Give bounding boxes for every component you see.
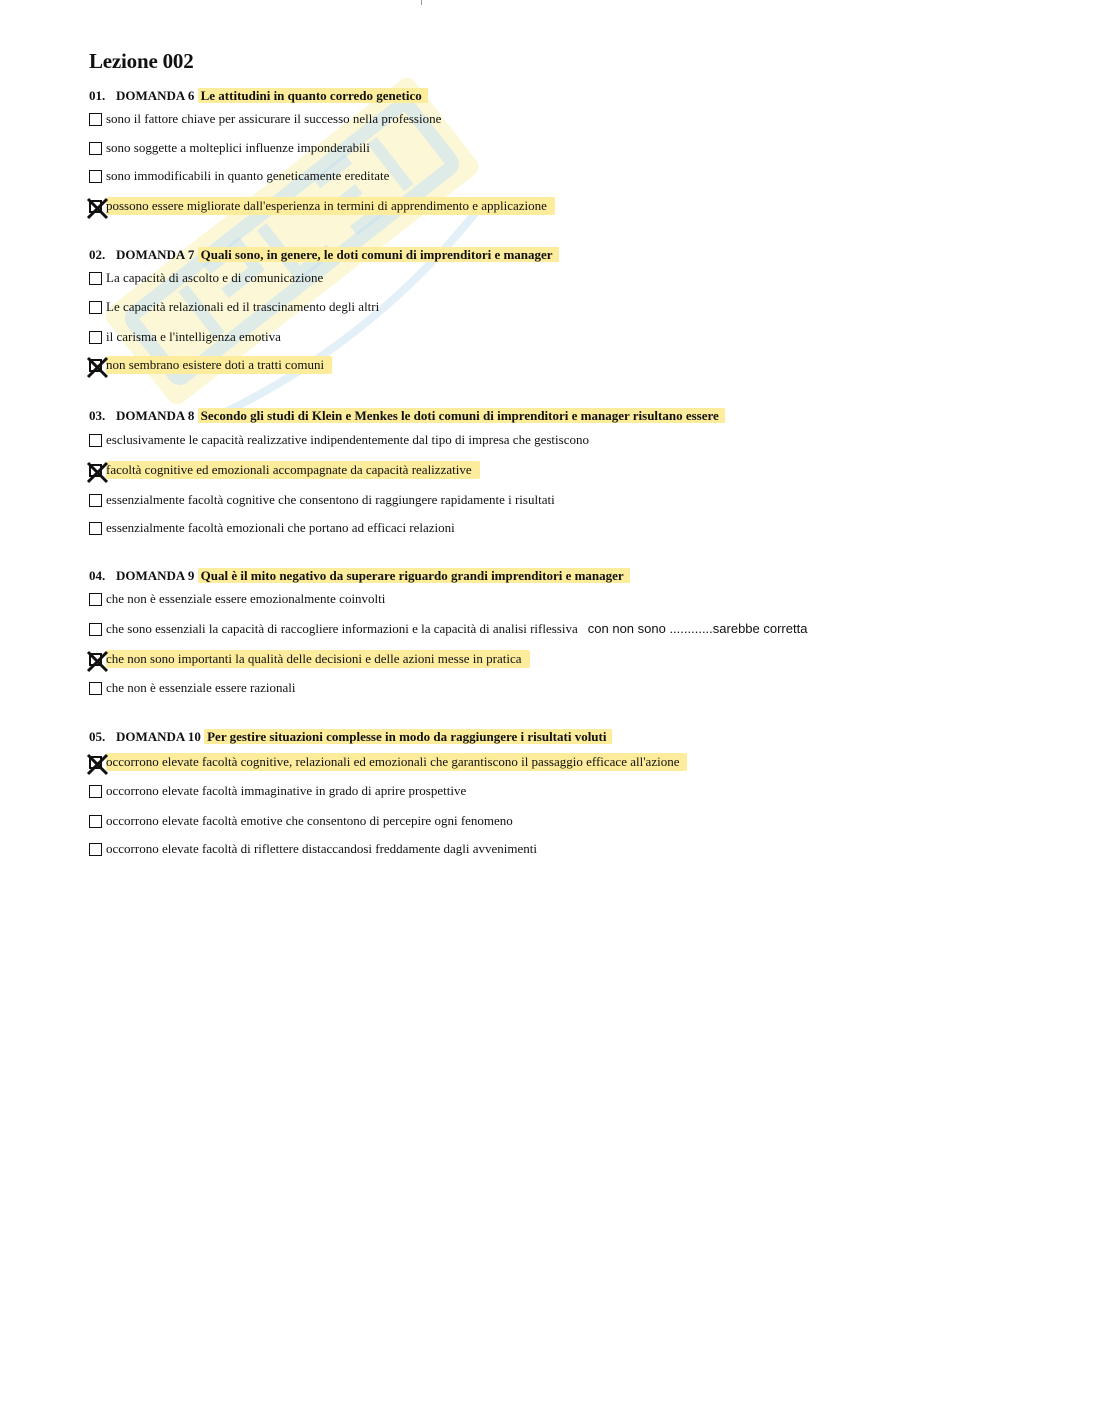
answer-option[interactable] (89, 137, 370, 159)
answer-text: La capacità di ascolto e di comunicazione (106, 270, 324, 285)
checkbox[interactable] (89, 434, 102, 447)
answer-option[interactable] (89, 195, 555, 217)
question-label: DOMANDA 8 (116, 408, 198, 423)
answer-option[interactable] (89, 296, 379, 318)
question-3 (89, 407, 725, 424)
question-label: DOMANDA 7 (116, 247, 198, 262)
answer-text: sono il fattore chiave per assicurare il successo nella professione (106, 111, 442, 126)
checkbox[interactable] (89, 522, 102, 535)
checkbox[interactable] (89, 785, 102, 798)
answer-text: il carisma e l'intelligenza emotiva (106, 329, 281, 344)
answer-text: sono soggette a molteplici influenze imponderabili (106, 140, 370, 155)
answer-option[interactable] (89, 429, 589, 451)
answer-text: sono immodificabili in quanto geneticamente ereditate (106, 168, 390, 183)
answer-option[interactable] (89, 751, 687, 773)
answer-text: che non sono importanti la qualità delle decisioni e delle azioni messe in pratica (106, 650, 530, 668)
question-number: 01. (89, 88, 106, 103)
answer-option[interactable] (89, 489, 555, 511)
checkbox[interactable] (89, 301, 102, 314)
answer-text: che non è essenziale essere razionali (106, 680, 296, 695)
question-label: DOMANDA 9 (116, 568, 198, 583)
answer-option[interactable] (89, 108, 441, 130)
answer-text: non sembrano esistere doti a tratti comuni (106, 356, 332, 374)
question-text: Qual è il mito negativo da superare riguardo grandi imprenditori e manager (198, 568, 630, 583)
checkbox[interactable] (89, 113, 102, 126)
answer-text: occorrono elevate facoltà cognitive, relazionali ed emozionali che garantiscono il passaggio efficace all'azione (106, 753, 687, 771)
answer-text: essenzialmente facoltà emozionali che portano ad efficaci relazioni (106, 520, 455, 535)
checkbox[interactable] (89, 494, 102, 507)
question-number: 05. (89, 729, 106, 744)
answer-text: che non è essenziale essere emozionalmente coinvolti (106, 591, 386, 606)
answer-option[interactable] (89, 165, 389, 187)
checked-checkbox[interactable] (89, 464, 102, 477)
checkbox[interactable] (89, 815, 102, 828)
question-1 (89, 87, 428, 104)
checkbox[interactable] (89, 623, 102, 636)
checkbox[interactable] (89, 331, 102, 344)
question-text: Secondo gli studi di Klein e Menkes le doti comuni di imprenditori e manager risultano essere (198, 408, 725, 423)
answer-option[interactable] (89, 517, 455, 539)
question-5 (89, 728, 612, 745)
answer-text: che sono essenziali la capacità di raccogliere informazioni e la capacità di analisi riflessiva (106, 621, 578, 636)
question-text: Quali sono, in genere, le doti comuni di imprenditori e manager (198, 247, 559, 262)
handwritten-note: con non sono ............sarebbe corretta (587, 620, 808, 636)
question-4 (89, 567, 630, 584)
answer-text: occorrono elevate facoltà di riflettere distaccandosi freddamente dagli avvenimenti (106, 841, 537, 856)
checkbox[interactable] (89, 843, 102, 856)
question-number: 03. (89, 408, 106, 423)
checkbox[interactable] (89, 682, 102, 695)
answer-text: essenzialmente facoltà cognitive che consentono di raggiungere rapidamente i risultati (106, 492, 555, 507)
answer-option[interactable] (89, 780, 466, 802)
answer-option[interactable] (89, 810, 513, 832)
question-number: 04. (89, 568, 106, 583)
checkbox[interactable] (89, 142, 102, 155)
answer-text: occorrono elevate facoltà emotive che consentono di percepire ogni fenomeno (106, 813, 513, 828)
checked-checkbox[interactable] (89, 359, 102, 372)
checkbox[interactable] (89, 170, 102, 183)
checked-checkbox[interactable] (89, 200, 102, 213)
question-2 (89, 246, 559, 263)
question-number: 02. (89, 247, 106, 262)
answer-text: Le capacità relazionali ed il trascinamento degli altri (106, 299, 380, 314)
answer-option[interactable] (89, 588, 385, 610)
question-text: Le attitudini in quanto corredo genetico (198, 88, 428, 103)
checkbox[interactable] (89, 593, 102, 606)
checked-checkbox[interactable] (89, 653, 102, 666)
answer-option[interactable] (89, 618, 807, 640)
answer-option[interactable] (89, 677, 295, 699)
checked-checkbox[interactable] (89, 756, 102, 769)
answer-text: occorrono elevate facoltà immaginative in grado di aprire prospettive (106, 783, 467, 798)
answer-option[interactable] (89, 648, 530, 670)
answer-option[interactable] (89, 326, 281, 348)
answer-text: possono essere migliorate dall'esperienza in termini di apprendimento e applicazione (106, 197, 555, 215)
answer-text: esclusivamente le capacità realizzative indipendentemente dal tipo di impresa che gestiscono (106, 432, 589, 447)
question-label: DOMANDA 6 (116, 88, 198, 103)
question-label: DOMANDA 10 (116, 729, 205, 744)
answer-option[interactable] (89, 838, 537, 860)
question-text: Per gestire situazioni complesse in modo da raggiungere i risultati voluti (204, 729, 612, 744)
answer-option[interactable] (89, 354, 332, 376)
answer-option[interactable] (89, 459, 480, 481)
checkbox[interactable] (89, 272, 102, 285)
page-title: Lezione 002 (89, 49, 194, 73)
answer-text: facoltà cognitive ed emozionali accompagnate da capacità realizzative (106, 461, 480, 479)
answer-option[interactable] (89, 267, 323, 289)
